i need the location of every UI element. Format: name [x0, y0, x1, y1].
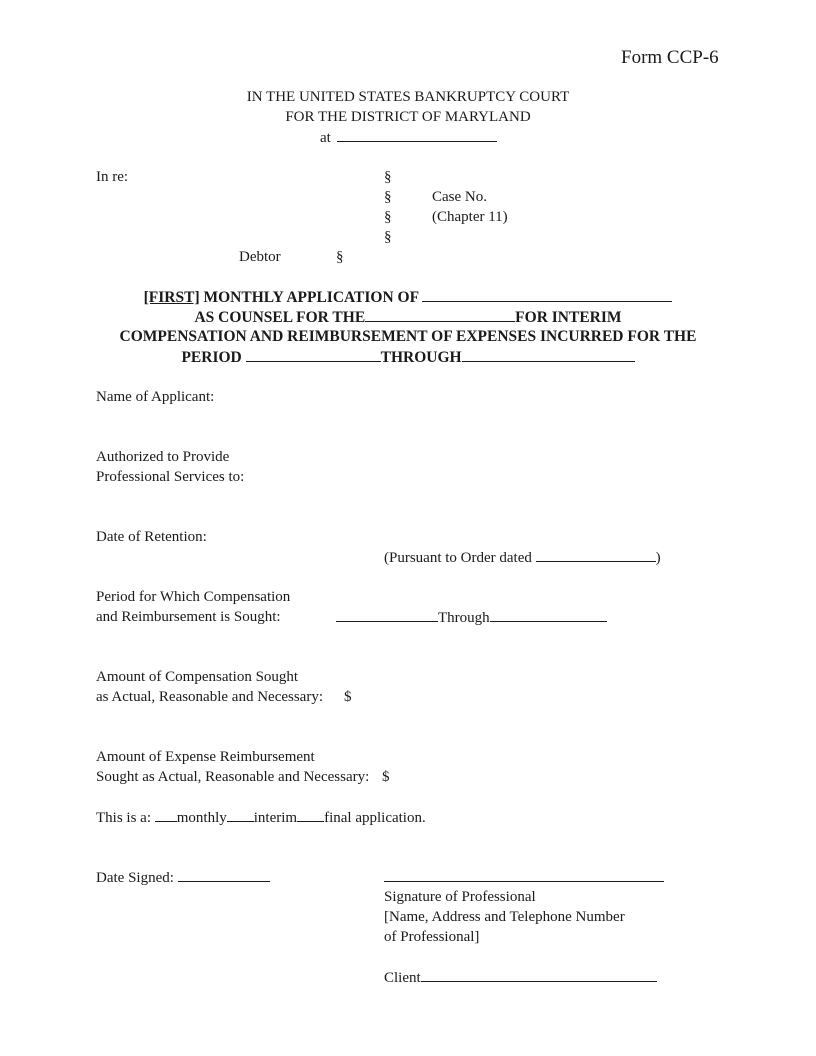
- first-bracket: [FIRST]: [143, 289, 200, 306]
- compensation-dollar: $: [344, 689, 352, 705]
- pursuant-close: ): [655, 550, 661, 566]
- period-end-blank[interactable]: [462, 347, 635, 362]
- date-signed-blank[interactable]: [178, 867, 270, 882]
- case-no-label: Case No.: [432, 189, 487, 205]
- order-date-blank[interactable]: [536, 547, 656, 562]
- pursuant-to-order: [384, 547, 661, 568]
- at-label: at: [320, 130, 331, 146]
- period-from-blank[interactable]: [336, 607, 438, 622]
- name-of-applicant-label: Name of Applicant:: [96, 389, 215, 405]
- monthly-check-blank[interactable]: [155, 807, 177, 822]
- interim-label: interim: [253, 810, 298, 826]
- interim-check-blank[interactable]: [227, 807, 254, 822]
- section-sign: §: [384, 169, 392, 185]
- authorized-label-1: Authorized to Provide: [96, 449, 230, 465]
- title-line-1-text: MONTHLY APPLICATION OF: [203, 289, 419, 306]
- court-location-blank[interactable]: [337, 127, 497, 142]
- final-check-blank[interactable]: [297, 807, 324, 822]
- title-line-4-b: THROUGH: [380, 349, 462, 366]
- court-location: [320, 127, 497, 148]
- period-range: [336, 607, 607, 628]
- pursuant-label: (Pursuant to Order dated: [384, 550, 532, 566]
- court-line-2: FOR THE DISTRICT OF MARYLAND: [285, 109, 531, 125]
- final-label: final application.: [324, 810, 426, 826]
- title-line-4: [0, 347, 816, 368]
- expense-dollar: $: [382, 769, 390, 785]
- signature-line: [384, 867, 664, 888]
- period-label-1: Period for Which Compensation: [96, 589, 291, 605]
- authorized-label-2: Professional Services to:: [96, 469, 245, 485]
- section-sign: §: [384, 229, 392, 245]
- period-to-blank[interactable]: [490, 607, 607, 622]
- period-label-2: and Reimbursement is Sought:: [96, 609, 281, 625]
- signature-blank[interactable]: [384, 867, 664, 882]
- date-signed: [96, 867, 270, 888]
- title-line-3: COMPENSATION AND REIMBURSEMENT OF EXPENSES INCURRED FOR THE: [119, 328, 697, 345]
- client-field: [384, 967, 657, 988]
- date-signed-label: Date Signed:: [96, 870, 174, 886]
- in-re-label: In re:: [96, 169, 129, 185]
- professional-info-2: of Professional]: [384, 929, 480, 945]
- title-line-2-a: AS COUNSEL FOR THE: [194, 309, 366, 326]
- section-sign: §: [336, 249, 344, 265]
- date-of-retention-label: Date of Retention:: [96, 529, 207, 545]
- title-line-2: [0, 307, 816, 328]
- section-sign: §: [384, 209, 392, 225]
- through-label: Through: [438, 610, 490, 626]
- title-line-1: [0, 287, 816, 308]
- court-line-1: IN THE UNITED STATES BANKRUPTCY COURT: [246, 89, 570, 105]
- title-line-2-b: FOR INTERIM: [515, 309, 622, 326]
- debtor-label: Debtor: [239, 249, 281, 265]
- this-is-a-label: This is a:: [96, 810, 151, 826]
- client-name-blank[interactable]: [421, 967, 657, 982]
- compensation-label-2: as Actual, Reasonable and Necessary:: [96, 689, 323, 705]
- compensation-label-1: Amount of Compensation Sought: [96, 669, 299, 685]
- title-line-4-a: PERIOD: [181, 349, 242, 366]
- chapter-label: (Chapter 11): [432, 209, 508, 225]
- applicant-name-blank[interactable]: [422, 287, 672, 302]
- signature-label: Signature of Professional: [384, 889, 536, 905]
- expense-label-2: Sought as Actual, Reasonable and Necessary:: [96, 769, 370, 785]
- section-sign: §: [384, 189, 392, 205]
- client-label: Client: [384, 970, 421, 986]
- form-id: Form CCP-6: [621, 47, 719, 68]
- expense-label-1: Amount of Expense Reimbursement: [96, 749, 315, 765]
- professional-info-1: [Name, Address and Telephone Number: [384, 909, 625, 925]
- period-start-blank[interactable]: [246, 347, 381, 362]
- application-type: [96, 807, 426, 828]
- client-blank[interactable]: [365, 307, 515, 322]
- monthly-label: monthly: [176, 810, 227, 826]
